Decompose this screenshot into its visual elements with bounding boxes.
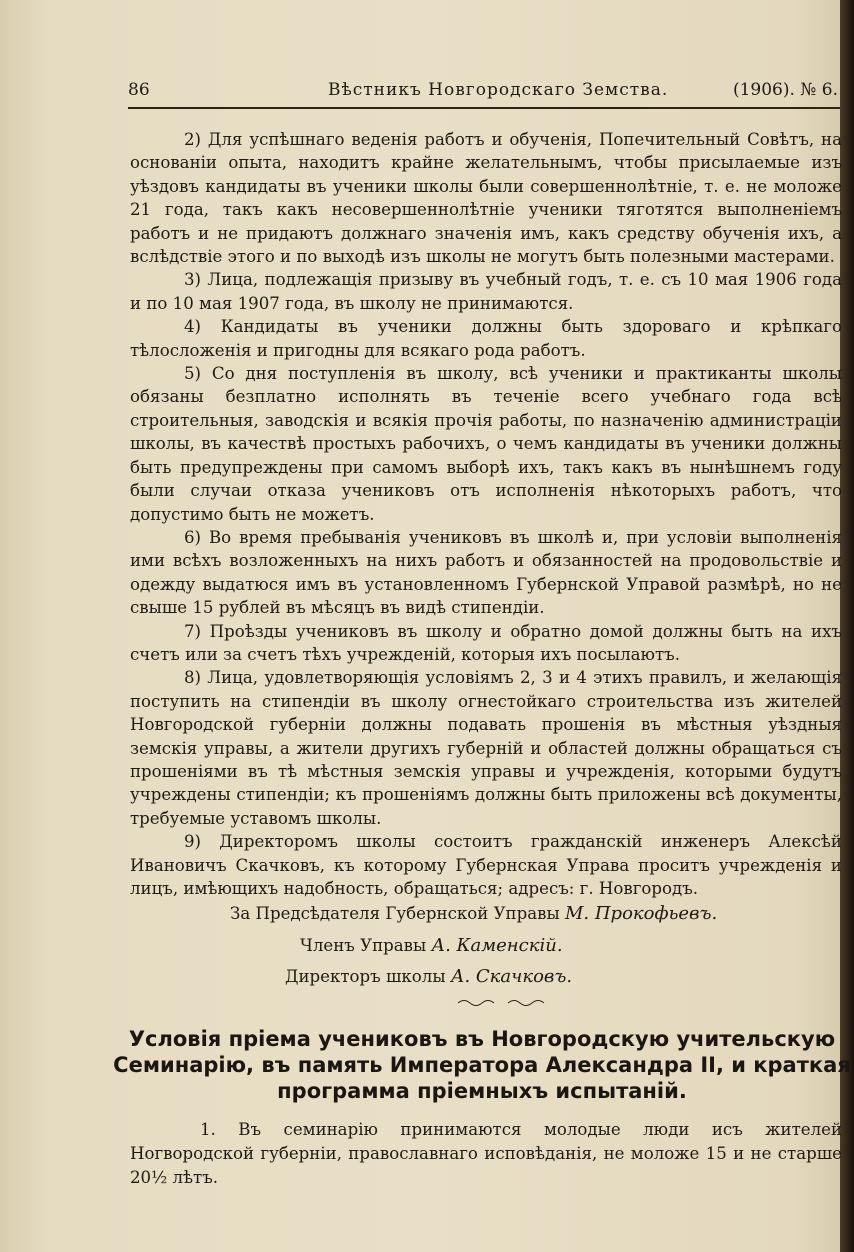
- paragraph-9: 9) Директоромъ школы состоитъ гражданскій инженеръ Алексѣй Ивановичъ Скачковъ, къ которому Губернская Управа проситъ учрежденія и лицъ, имѣющихъ надобность, обращаться; адресъ: г. Новгородъ.: [130, 832, 842, 898]
- section-divider-ornament: [456, 996, 546, 1008]
- signature-director: [130, 965, 842, 988]
- paragraph-8: 8) Лица, удовлетворяющія условіямъ 2, 3 и 4 этихъ правилъ, и желающія поступить на стипендіи въ школу огнестойкаго строительства изъ жителей Новгородской губерніи должны подавать прошенія въ мѣстныя уѣздныя земскія управы, а жители другихъ губерній и областей должны обращаться съ прошеніями въ тѣ мѣстныя земскія управы и учрежденія, которыми будутъ учреждены стипендіи; къ прошеніямъ должны быть приложены всѣ документы, требуемые уставомъ школы.: [130, 668, 842, 828]
- signature-chairman: [130, 902, 842, 925]
- signature-role: За Предсѣдателя Губернской Управы: [230, 904, 560, 924]
- signature-name: А. Скачковъ.: [450, 966, 573, 988]
- signature-member: [130, 934, 842, 957]
- paragraph-3: 3) Лица, подлежащія призыву въ учебный годъ, т. е. съ 10 мая 1906 года и по 10 мая 1907 года, въ школу не принимаются.: [130, 270, 842, 313]
- paragraph-2: 2) Для успѣшнаго веденія работъ и обученія, Попечительный Совѣтъ, на основаніи опыта, находитъ крайне желательнымъ, чтобы присылаемые изъ уѣздовъ кандидаты въ ученики школы были совершеннолѣтніе, т. е. не моложе 21 года, такъ какъ несовершеннолѣтніе ученики тяготятся выполненіемъ работъ и не придаютъ должнаго значенія имъ, какъ средству обученія ихъ, а вслѣдствіе этого и по выходѣ изъ школы не могутъ быть полезными мастерами.: [130, 130, 842, 267]
- paragraph-6: 6) Во время пребыванія учениковъ въ школѣ и, при условіи выполненія ими всѣхъ возложенныхъ на нихъ работъ и обязанностей на продовольствіе и одежду выдатюся имъ въ установленномъ Губернской Управой размѣрѣ, но не свыше 15 рублей въ мѣсяцъ въ видѣ стипендіи.: [130, 527, 842, 618]
- section-title: Условія пріема учениковъ въ Новгородскую учительскую Семинарію, въ память Императора Александра II, и краткая программа пріемныхъ испытаній.: [113, 1027, 851, 1103]
- page-number: 86: [128, 80, 150, 100]
- header-rule: [128, 107, 840, 109]
- journal-title: Вѣстникъ Новгородскаго Земства.: [328, 80, 669, 100]
- section-body: [130, 1118, 842, 1190]
- rules-text: [130, 128, 842, 989]
- signature-name: А. Каменскій.: [431, 934, 563, 956]
- paragraph-4: 4) Кандидаты въ ученики должны быть здороваго и крѣпкаго тѣлосложенія и пригодны для всякаго рода работъ.: [130, 317, 842, 360]
- issue-number: (1906). № 6.: [732, 80, 838, 100]
- section-paragraph-1: 1. Въ семинарію принимаются молодые люди исъ жителей Ногвородской губерніи, православнаго исповѣданія, не моложе 15 и не старше 20½ лѣтъ.: [130, 1120, 842, 1187]
- signature-role: Членъ Управы: [300, 935, 427, 955]
- running-header: [128, 80, 838, 110]
- paragraph-7: 7) Проѣзды учениковъ въ школу и обратно домой должны быть на ихъ счетъ или за счетъ тѣхъ учрежденій, которыя ихъ посылаютъ.: [130, 621, 842, 664]
- paragraph-5: 5) Со дня поступленія въ школу, всѣ ученики и практиканты школы обязаны безплатно исполнять въ теченіе всего учебнаго года всѣ строительныя, заводскія и всякія прочія работы, по назначенію администраціи школы, въ качествѣ простыхъ рабочихъ, о чемъ кандидаты въ ученики должны быть предупреждены при самомъ выборѣ ихъ, такъ какъ въ нынѣшнемъ году были случаи отказа учениковъ отъ исполненія нѣкоторыхъ работъ, что допустимо быть не можетъ.: [130, 364, 842, 524]
- signature-role: Директоръ школы: [285, 967, 446, 987]
- signature-name: М. Прокофьевъ.: [564, 903, 718, 925]
